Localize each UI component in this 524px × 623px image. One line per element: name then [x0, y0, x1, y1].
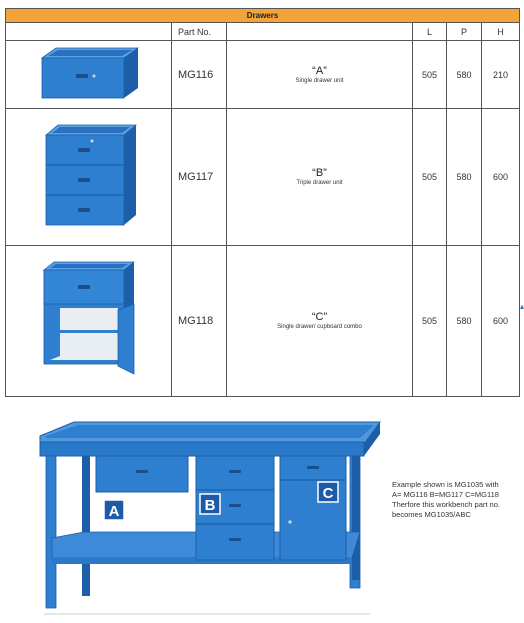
- table-row: [6, 41, 520, 109]
- part-no-cell: MG117: [172, 109, 227, 246]
- caption-line: becomes MG1035/ABC: [392, 510, 471, 519]
- caption-line: Example shown is MG1035 with: [392, 480, 499, 489]
- name-cell: [227, 109, 413, 246]
- name-cell: [227, 246, 413, 397]
- drawer-b-image-cell: [6, 109, 172, 246]
- dim-p-cell: 580: [447, 246, 482, 397]
- table-header-row: [6, 23, 520, 41]
- workbench-illustration: [34, 418, 384, 618]
- table-title-row: [6, 9, 520, 23]
- single-drawer-unit-image: [34, 42, 144, 102]
- dim-h-cell: 600: [482, 246, 520, 397]
- header-description: [227, 23, 413, 41]
- dim-p-cell: 580: [447, 41, 482, 109]
- header-image: [6, 23, 172, 41]
- dim-l-cell: 505: [413, 41, 447, 109]
- unit-description: Triple drawer unit: [296, 180, 343, 186]
- label-a: A: [108, 503, 120, 520]
- table-row: [6, 109, 520, 246]
- caption-line: Therfore this workbench part no.: [392, 500, 500, 509]
- label-b: B: [204, 497, 216, 514]
- workbench-image: [34, 418, 384, 618]
- part-no-cell: MG116: [172, 41, 227, 109]
- drawer-cupboard-combo-image: [34, 256, 144, 382]
- drawer-a-image-cell: [6, 41, 172, 109]
- example-caption: [392, 480, 522, 520]
- unit-code: “B”: [312, 167, 327, 179]
- label-c: C: [322, 485, 334, 502]
- triple-drawer-unit-image: [34, 119, 144, 231]
- edge-mark: ▴: [520, 302, 524, 311]
- dim-h-cell: 600: [482, 109, 520, 246]
- drawers-table-section: [5, 8, 519, 397]
- drawer-c-image-cell: [6, 246, 172, 397]
- unit-code: “A”: [312, 64, 327, 77]
- unit-description: Single drawer unit: [295, 77, 344, 84]
- caption-line: A= MG116 B=MG117 C=MG118: [392, 490, 499, 499]
- dim-h-cell: 210: [482, 41, 520, 109]
- table-row: [6, 246, 520, 397]
- header-p: P: [447, 23, 482, 41]
- dim-l-cell: 505: [413, 246, 447, 397]
- dim-l-cell: 505: [413, 109, 447, 246]
- name-cell: [227, 41, 413, 109]
- part-no-cell: MG118: [172, 246, 227, 397]
- drawers-table: [5, 8, 520, 397]
- table-title: Drawers: [6, 9, 520, 23]
- unit-code: “C”: [311, 311, 328, 323]
- header-l: L: [413, 23, 447, 41]
- dim-p-cell: 580: [447, 109, 482, 246]
- header-part-no: Part No.: [172, 23, 227, 41]
- unit-description: Single drawer/ cupboard combo: [277, 324, 362, 330]
- header-h: H: [482, 23, 520, 41]
